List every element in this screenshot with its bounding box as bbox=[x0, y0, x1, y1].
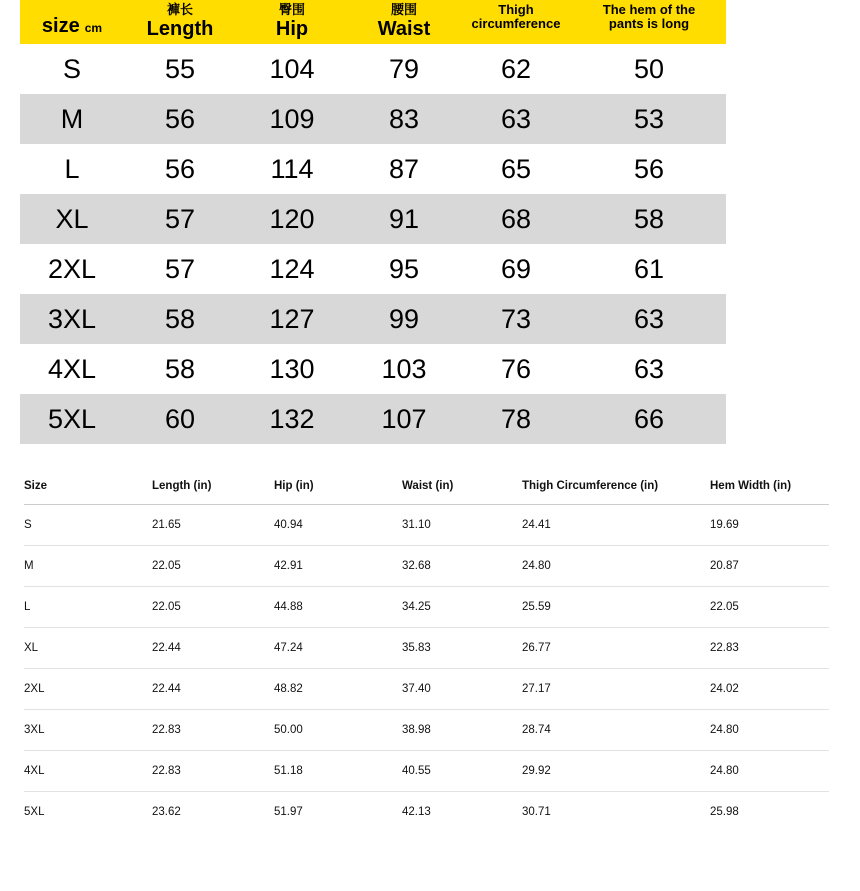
cm-cell-hem: 66 bbox=[633, 403, 665, 434]
cm-cell-length: 56 bbox=[164, 153, 196, 184]
cm-cell-thigh: 73 bbox=[500, 303, 532, 334]
cm-cell-waist: 83 bbox=[388, 103, 420, 134]
in-cell-hem: 25.98 bbox=[710, 806, 739, 818]
in-cell-waist: 31.10 bbox=[402, 505, 522, 546]
cm-header-size-unit: cm bbox=[84, 21, 103, 35]
cm-cell-size: S bbox=[62, 53, 81, 84]
in-cell-hip: 42.91 bbox=[274, 546, 402, 587]
in-header-thigh: Thigh Circumference (in) bbox=[522, 480, 710, 505]
size-chart-inches-wrapper bbox=[24, 480, 840, 832]
cm-header-length-en: Length bbox=[146, 18, 214, 40]
in-cell-length: 22.05 bbox=[152, 546, 274, 587]
in-cell-thigh: 24.41 bbox=[522, 505, 710, 546]
cm-cell-thigh: 76 bbox=[500, 353, 532, 384]
cm-cell-length: 57 bbox=[164, 203, 196, 234]
in-table-header bbox=[24, 480, 829, 505]
table-row bbox=[20, 294, 726, 344]
in-cell-hip: 51.18 bbox=[274, 751, 402, 792]
cm-header-waist bbox=[348, 0, 460, 44]
cm-cell-thigh: 69 bbox=[500, 253, 532, 284]
cm-cell-hem: 63 bbox=[633, 353, 665, 384]
in-cell-thigh: 25.59 bbox=[522, 587, 710, 628]
table-row bbox=[20, 144, 726, 194]
in-cell-hip: 50.00 bbox=[274, 710, 402, 751]
table-row bbox=[24, 628, 829, 669]
cm-header-waist-en: Waist bbox=[377, 18, 431, 40]
in-header-hem: Hem Width (in) bbox=[710, 480, 829, 505]
in-cell-waist: 32.68 bbox=[402, 546, 522, 587]
in-cell-size: L bbox=[24, 587, 152, 628]
cm-cell-hip: 132 bbox=[269, 403, 315, 434]
in-header-length: Length (in) bbox=[152, 480, 274, 505]
cm-cell-hip: 130 bbox=[269, 353, 315, 384]
in-cell-thigh: 26.77 bbox=[522, 628, 710, 669]
in-cell-hem: 24.80 bbox=[710, 751, 829, 792]
in-cell-thigh: 27.17 bbox=[522, 669, 710, 710]
in-cell-hem: 20.87 bbox=[710, 546, 829, 587]
cm-cell-waist: 107 bbox=[381, 403, 427, 434]
cm-cell-size: 3XL bbox=[47, 303, 97, 334]
table-row bbox=[24, 587, 829, 628]
in-cell-waist: 40.55 bbox=[402, 751, 522, 792]
table-row bbox=[20, 44, 726, 94]
cm-cell-length: 60 bbox=[164, 403, 196, 434]
cm-cell-hip: 120 bbox=[269, 203, 315, 234]
cm-cell-length: 58 bbox=[164, 353, 196, 384]
in-cell-length: 22.83 bbox=[152, 751, 274, 792]
cm-cell-size: 4XL bbox=[47, 353, 97, 384]
cm-cell-waist: 103 bbox=[381, 353, 427, 384]
in-cell-size: S bbox=[24, 505, 152, 546]
in-cell-thigh: 24.80 bbox=[522, 546, 710, 587]
cm-cell-waist: 91 bbox=[388, 203, 420, 234]
cm-cell-waist: 99 bbox=[388, 303, 420, 334]
cm-header-hem-line1: The hem of the bbox=[602, 2, 696, 17]
cm-header-row bbox=[20, 0, 726, 44]
in-cell-waist: 34.25 bbox=[402, 587, 522, 628]
cm-cell-hem: 56 bbox=[633, 153, 665, 184]
table-row bbox=[24, 546, 829, 587]
cm-header-size bbox=[20, 0, 124, 44]
in-cell-length: 21.65 bbox=[152, 505, 274, 546]
cm-cell-hip: 127 bbox=[269, 303, 315, 334]
cm-cell-length: 57 bbox=[164, 253, 196, 284]
in-cell-hip: 40.94 bbox=[274, 505, 402, 546]
table-row bbox=[20, 394, 726, 444]
cm-cell-length: 55 bbox=[164, 53, 196, 84]
table-row bbox=[24, 792, 829, 833]
in-table-body bbox=[24, 505, 829, 833]
cm-cell-waist: 79 bbox=[388, 53, 420, 84]
cm-table-header bbox=[20, 0, 726, 44]
cm-cell-thigh: 68 bbox=[500, 203, 532, 234]
cm-cell-size: L bbox=[64, 153, 80, 184]
cm-cell-hip: 104 bbox=[269, 53, 315, 84]
in-cell-hem: 19.69 bbox=[710, 505, 829, 546]
cm-header-waist-zh: 腰围 bbox=[390, 2, 417, 17]
cm-cell-thigh: 62 bbox=[500, 53, 532, 84]
in-cell-size: 3XL bbox=[24, 710, 152, 751]
in-cell-size: M bbox=[24, 546, 152, 587]
cm-header-size-label: size bbox=[41, 15, 80, 37]
cm-header-hip-zh: 臀围 bbox=[278, 2, 305, 17]
in-cell-size: 2XL bbox=[24, 669, 152, 710]
in-cell-thigh: 28.74 bbox=[522, 710, 710, 751]
table-row bbox=[20, 94, 726, 144]
cm-table-body bbox=[20, 44, 726, 444]
in-cell-hip: 44.88 bbox=[274, 587, 402, 628]
cm-cell-length: 56 bbox=[164, 103, 196, 134]
table-row bbox=[20, 344, 726, 394]
cm-cell-waist: 87 bbox=[388, 153, 420, 184]
in-cell-hem: 22.83 bbox=[710, 628, 829, 669]
in-cell-length: 22.83 bbox=[152, 710, 274, 751]
cm-header-length bbox=[124, 0, 236, 44]
cm-header-thigh-line2: circumference bbox=[471, 16, 561, 31]
in-header-size: Size bbox=[24, 480, 152, 505]
in-cell-length: 23.62 bbox=[152, 806, 181, 818]
in-cell-thigh: 29.92 bbox=[522, 751, 710, 792]
cm-header-hem bbox=[572, 0, 726, 44]
cm-cell-hem: 58 bbox=[633, 203, 665, 234]
table-row bbox=[24, 505, 829, 546]
in-cell-size: 4XL bbox=[24, 751, 152, 792]
in-cell-waist: 38.98 bbox=[402, 710, 522, 751]
cm-cell-thigh: 63 bbox=[500, 103, 532, 134]
table-row bbox=[24, 751, 829, 792]
table-row bbox=[20, 244, 726, 294]
cm-cell-hem: 61 bbox=[633, 253, 665, 284]
cm-cell-size: 5XL bbox=[47, 403, 97, 434]
in-cell-length: 22.05 bbox=[152, 587, 274, 628]
cm-header-thigh-line1: Thigh bbox=[498, 2, 534, 17]
cm-header-thigh bbox=[460, 0, 572, 44]
table-row bbox=[24, 710, 829, 751]
in-header-waist: Waist (in) bbox=[402, 480, 522, 505]
in-header-row bbox=[24, 480, 829, 505]
cm-cell-thigh: 78 bbox=[500, 403, 532, 434]
cm-cell-waist: 95 bbox=[388, 253, 420, 284]
in-cell-hem: 22.05 bbox=[710, 587, 829, 628]
in-cell-waist: 35.83 bbox=[402, 628, 522, 669]
in-cell-length: 22.44 bbox=[152, 628, 274, 669]
cm-header-hem-line2: pants is long bbox=[608, 16, 690, 31]
size-chart-inches bbox=[24, 480, 829, 832]
cm-cell-hip: 114 bbox=[270, 153, 314, 184]
cm-header-hip-en: Hip bbox=[275, 18, 309, 40]
in-cell-hem: 24.80 bbox=[710, 710, 829, 751]
table-row bbox=[20, 194, 726, 244]
in-cell-length: 22.44 bbox=[152, 669, 274, 710]
cm-cell-hem: 53 bbox=[633, 103, 665, 134]
size-chart-cm bbox=[20, 0, 726, 444]
in-cell-waist: 37.40 bbox=[402, 669, 522, 710]
cm-cell-hem: 63 bbox=[633, 303, 665, 334]
in-cell-hip: 51.97 bbox=[274, 806, 303, 818]
cm-cell-hip: 109 bbox=[269, 103, 315, 134]
in-cell-waist: 42.13 bbox=[402, 806, 431, 818]
in-cell-size: 5XL bbox=[24, 806, 45, 818]
in-cell-hip: 47.24 bbox=[274, 628, 402, 669]
in-header-hip: Hip (in) bbox=[274, 480, 402, 505]
cm-cell-length: 58 bbox=[164, 303, 196, 334]
cm-cell-size: 2XL bbox=[47, 253, 97, 284]
in-cell-hem: 24.02 bbox=[710, 669, 829, 710]
cm-cell-size: M bbox=[60, 103, 84, 134]
cm-header-hip bbox=[236, 0, 348, 44]
in-cell-thigh: 30.71 bbox=[522, 806, 551, 818]
in-cell-hip: 48.82 bbox=[274, 669, 402, 710]
cm-cell-size: XL bbox=[55, 203, 89, 234]
table-row bbox=[24, 669, 829, 710]
cm-cell-hip: 124 bbox=[269, 253, 315, 284]
cm-cell-hem: 50 bbox=[633, 53, 665, 84]
in-cell-size: XL bbox=[24, 628, 152, 669]
cm-cell-thigh: 65 bbox=[500, 153, 532, 184]
cm-header-length-zh: 褲长 bbox=[166, 2, 193, 17]
